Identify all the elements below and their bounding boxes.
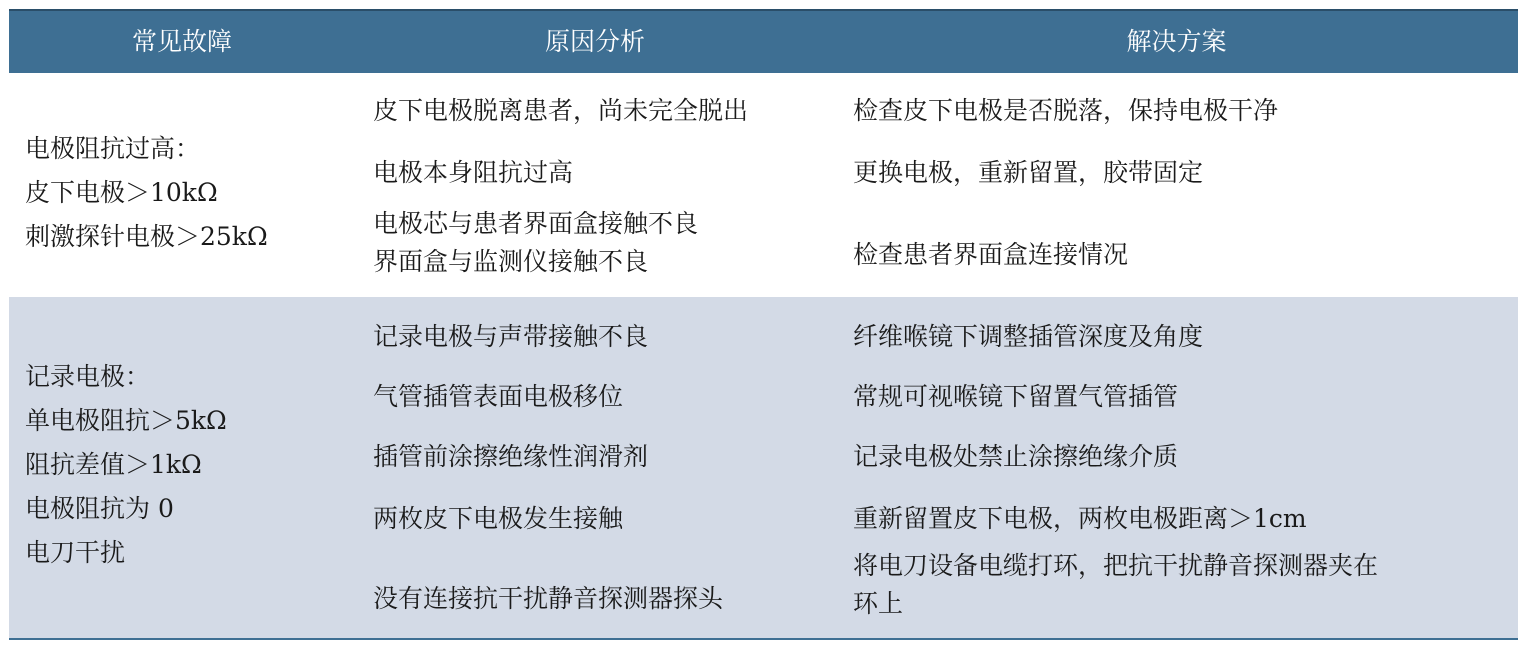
solution-cell: 更换电极，重新留置，胶带固定 <box>853 158 1204 187</box>
fault-line: 记录电极： <box>25 362 151 391</box>
solution-cell: 检查患者界面盒连接情况 <box>853 240 1129 269</box>
cause-cell: 插管前涂擦绝缘性润滑剂 <box>373 442 649 471</box>
cause-cell: 皮下电极脱离患者，尚未完全脱出 <box>373 96 749 125</box>
fault-line: 电刀干扰 <box>25 538 126 567</box>
fault-line: 阻抗差值＞1kΩ <box>25 450 202 479</box>
header-solutions: 解决方案 <box>1126 27 1227 56</box>
solution-cell: 常规可视喉镜下留置气管插管 <box>853 382 1179 411</box>
cause-cell: 两枚皮下电极发生接触 <box>373 504 624 533</box>
solution-line: 将电刀设备电缆打环，把抗干扰静音探测器夹在 <box>853 551 1379 580</box>
cause-cell: 气管插管表面电极移位 <box>373 382 624 411</box>
fault-line: 单电极阻抗＞5kΩ <box>25 406 227 435</box>
solution-line: 环上 <box>853 589 904 618</box>
table-bottom-rule <box>9 638 1518 640</box>
header-causes: 原因分析 <box>544 27 645 56</box>
fault-line: 皮下电极＞10kΩ <box>25 178 218 207</box>
solution-cell: 检查皮下电极是否脱落，保持电极干净 <box>853 96 1279 125</box>
fault-line: 电极阻抗过高： <box>25 134 201 163</box>
header-faults: 常见故障 <box>131 27 232 56</box>
fault-cell <box>25 355 227 575</box>
cause-line: 电极芯与患者界面盒接触不良 <box>373 209 699 238</box>
row-group-recording-electrode <box>9 295 1518 640</box>
solution-cell: 记录电极处禁止涂擦绝缘介质 <box>853 442 1179 471</box>
fault-line: 电极阻抗为 0 <box>25 494 174 523</box>
cause-cell <box>373 205 698 281</box>
solution-cell: 纤维喉镜下调整插管深度及角度 <box>853 322 1204 351</box>
row-group-impedance-high <box>9 73 1518 295</box>
solution-cell <box>853 547 1378 623</box>
cause-line: 界面盒与监测仪接触不良 <box>373 247 649 276</box>
fault-table <box>9 9 1518 640</box>
solution-cell: 重新留置皮下电极，两枚电极距离＞1cm <box>853 504 1307 533</box>
fault-cell <box>25 127 268 259</box>
cause-cell: 没有连接抗干扰静音探测器探头 <box>373 584 724 613</box>
cause-cell: 电极本身阻抗过高 <box>373 158 574 187</box>
fault-line: 刺激探针电极＞25kΩ <box>25 222 268 251</box>
cause-cell: 记录电极与声带接触不良 <box>373 322 649 351</box>
table-header <box>9 9 1518 73</box>
